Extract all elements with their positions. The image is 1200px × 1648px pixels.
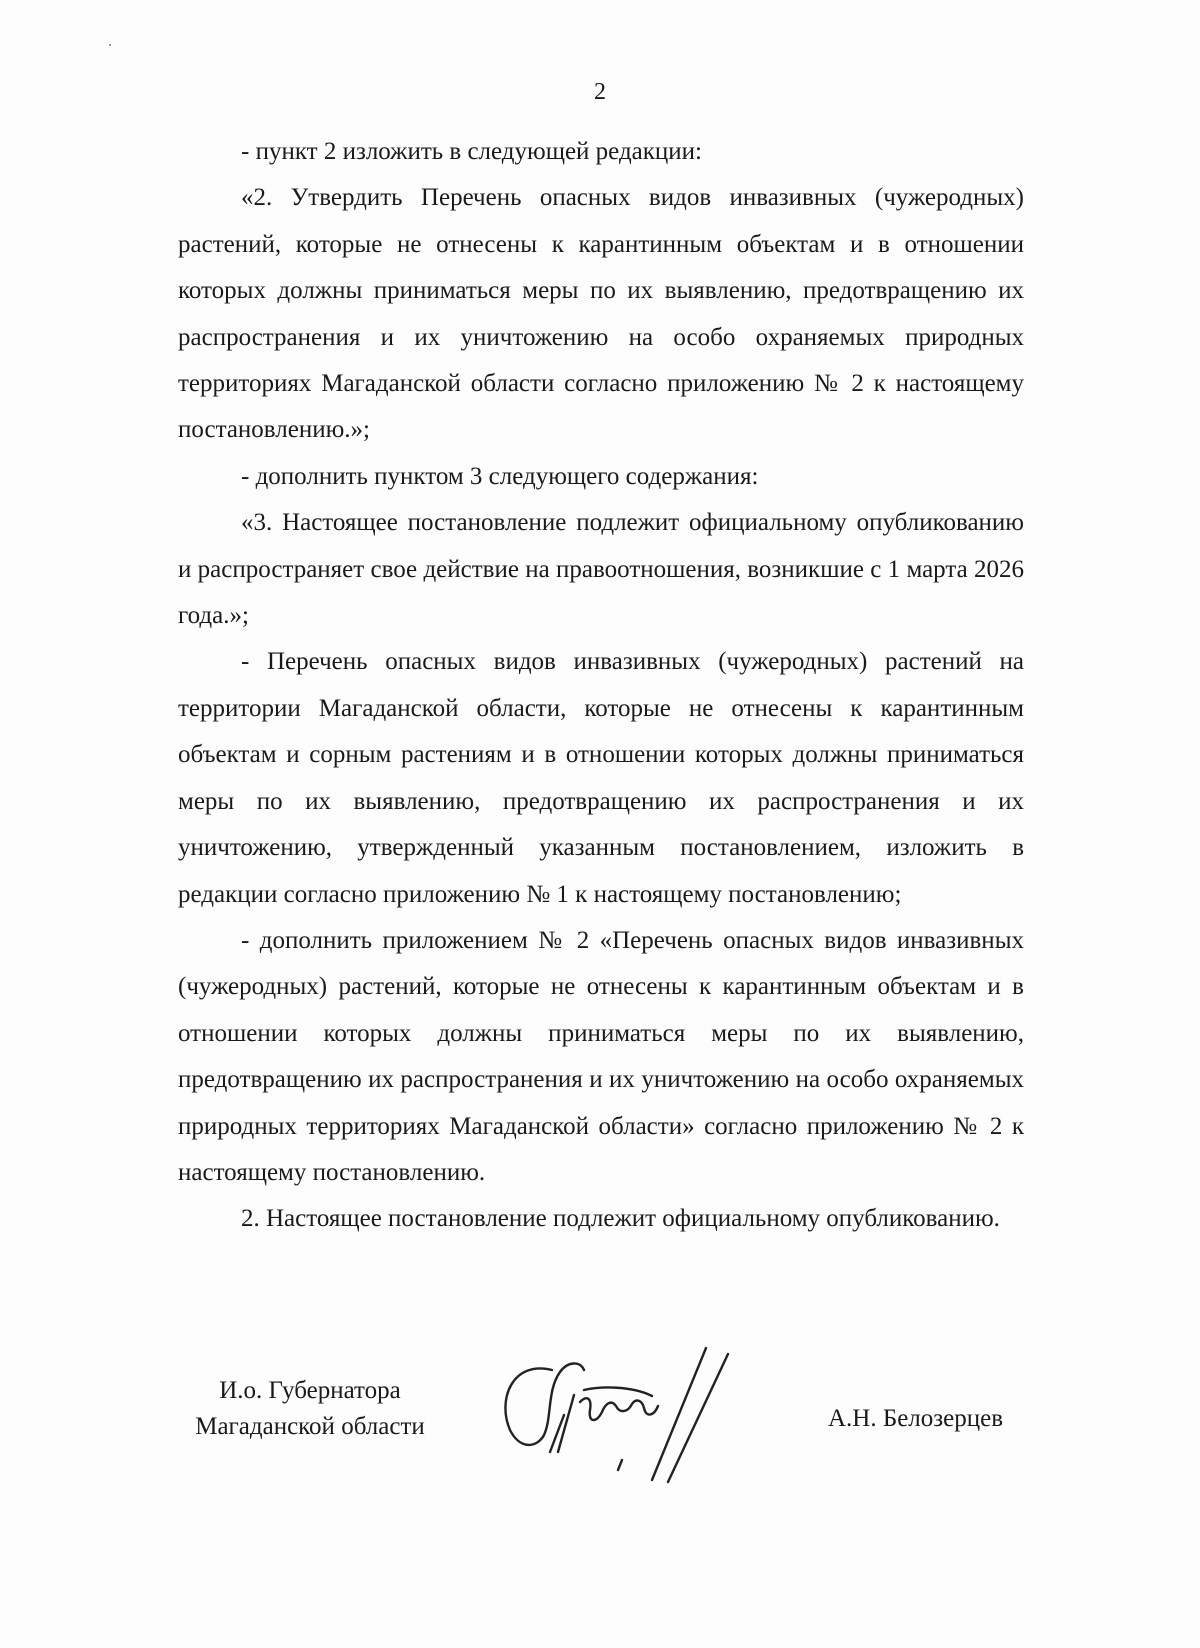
paragraph-new-point-3-text: «3. Настоящее постановление подлежит официальному опубликованию и распространяет свое действие на правоотношения, возникшие с 1 марта 2026 года.»;	[178, 509, 1024, 630]
paragraph-amend-point-2: - пункт 2 изложить в следующей редакции:	[241, 138, 702, 165]
paragraph-list-revision: - Перечень опасных видов инвазивных (чужеродных) растений на территории Магаданской области, которые не отнесены к карантинным объектам и сорным растениям и в отношении которых должны приниматься меры по их выявлению, предотвращению их распространения и их уничтожению, утвержденный указанным постановлением, изложить в редакции согласно приложению № 1 к настоящему постановлению;	[178, 648, 1024, 908]
paragraph-add-point-3: - дополнить пунктом 3 следующего содержания:	[241, 462, 759, 490]
scan-speck	[109, 44, 111, 46]
paragraph-new-point-2-text: «2. Утвердить Перечень опасных видов инвазивных (чужеродных) растений, которые не отнесены к карантинным объектам и в отношении которых должны приниматься меры по их выявлению, предотвращению их распространения и их уничтожению на особо охраняемых природных территориях Магаданской области согласно приложению № 2 к настоящему постановлению.»;	[178, 184, 1024, 444]
signatory-position-line-1: И.о. Губернатора	[219, 1377, 401, 1404]
paragraph-publication: 2. Настоящее постановление подлежит официальному опубликованию.	[241, 1205, 1000, 1233]
document-body	[178, 129, 1024, 1243]
paragraph-add-appendix-2: - дополнить приложением № 2 «Перечень опасных видов инвазивных (чужеродных) растений, которые не отнесены к карантинным объектам и в отношении которых должны приниматься меры по их выявлению, предотвращению их распространения и их уничтожению на особо охраняемых природных территориях Магаданской области» согласно приложению № 2 к настоящему постановлению.	[178, 926, 1024, 1186]
signatory-position-line-2: Магаданской области	[195, 1413, 425, 1440]
handwritten-signature	[492, 1340, 752, 1490]
page-number: 2	[594, 79, 606, 105]
signatory-position	[180, 1373, 440, 1445]
signatory-name: А.Н. Белозерцев	[828, 1405, 1004, 1432]
